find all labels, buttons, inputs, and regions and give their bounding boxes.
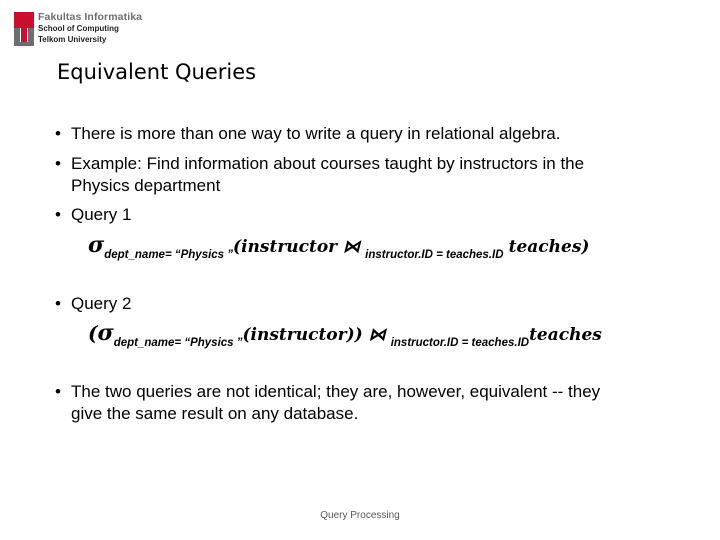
telkom-logo-icon bbox=[14, 12, 34, 46]
formula-part: (instructor)) ⋈ bbox=[242, 325, 386, 345]
bullet-dot: • bbox=[55, 294, 61, 313]
formula-paren: ( bbox=[88, 321, 98, 345]
bullet-text: The two queries are not identical; they are, however, equivalent -- they bbox=[71, 382, 601, 401]
bullet-text: Example: Find information about courses taught by instructors in the bbox=[71, 154, 585, 173]
bullet-text-continued: give the same result on any database. bbox=[71, 404, 359, 423]
formula-part: (instructor ⋈ bbox=[233, 237, 361, 257]
bullet-dot: • bbox=[55, 205, 61, 224]
join-condition: instructor.ID = teaches.ID bbox=[390, 337, 530, 349]
formula-part: teaches bbox=[529, 325, 602, 345]
sigma-symbol: σ bbox=[97, 320, 114, 346]
bullet-dot: • bbox=[55, 382, 61, 401]
query1-formula bbox=[88, 232, 590, 261]
sigma-symbol: σ bbox=[88, 232, 105, 258]
bullet-dot: • bbox=[55, 124, 61, 143]
slide-footer: Query Processing bbox=[320, 510, 400, 521]
bullet-text-continued: Physics department bbox=[71, 176, 221, 195]
selection-condition: dept_name= “Physics ” bbox=[113, 337, 243, 349]
query2-formula bbox=[88, 320, 602, 349]
logo-university-name: Telkom University bbox=[38, 35, 107, 44]
slide-title: Equivalent Queries bbox=[57, 60, 257, 84]
logo-school-name: School of Computing bbox=[38, 24, 119, 33]
selection-condition: dept_name= “Physics ” bbox=[104, 249, 234, 261]
logo-text bbox=[38, 12, 142, 45]
logo-faculty-name: Fakultas Informatika bbox=[38, 11, 143, 23]
bullet-text: Query 1 bbox=[71, 205, 132, 224]
join-condition: instructor.ID = teaches.ID bbox=[365, 249, 504, 261]
bullet-text: Query 2 bbox=[71, 294, 132, 313]
faculty-logo bbox=[14, 12, 142, 48]
bullet-text: There is more than one way to write a query in relational algebra. bbox=[71, 124, 561, 143]
formula-part: teaches) bbox=[508, 237, 590, 257]
bullet-dot: • bbox=[55, 154, 61, 173]
